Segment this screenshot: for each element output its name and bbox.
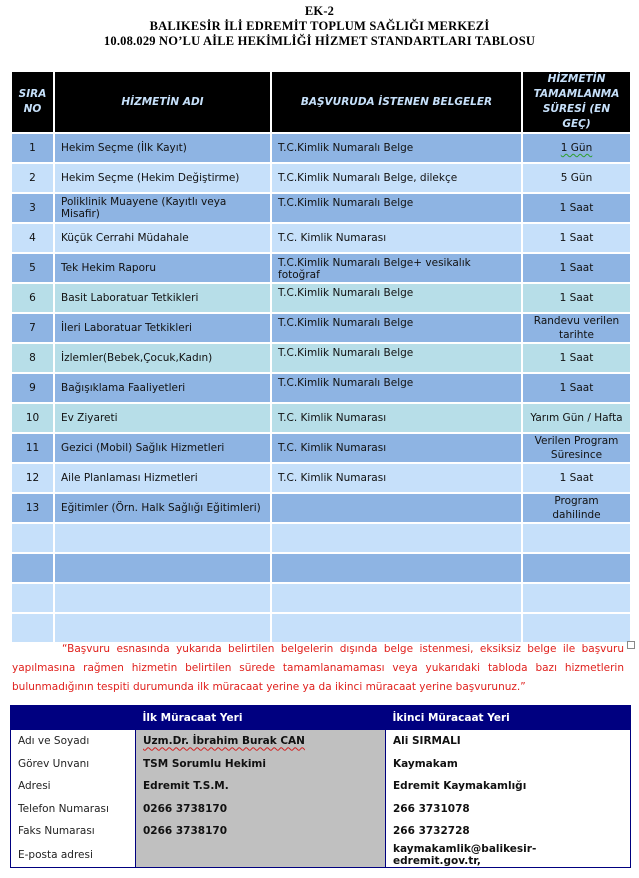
required-documents: T.C.Kimlik Numaralı Belge <box>271 373 522 403</box>
service-name: Eğitimler (Örn. Halk Sağlığı Eğitimleri) <box>54 493 271 523</box>
required-documents: T.C.Kimlik Numaralı Belge, dilekçe <box>271 163 522 193</box>
row-number: 13 <box>11 493 54 523</box>
service-name: İleri Laboratuar Tetkikleri <box>54 313 271 343</box>
contact-header-row <box>11 706 631 731</box>
completion-time: 1 Saat <box>522 253 631 283</box>
empty-table-row <box>11 583 631 613</box>
title-line-institution: BALIKESİR İLİ EDREMİT TOPLUM SAĞLIĞI MERKEZİ <box>149 19 490 33</box>
service-name: Basit Laboratuar Tetkikleri <box>54 283 271 313</box>
contact-header-first: İlk Müracaat Yeri <box>136 706 386 731</box>
row-number: 10 <box>11 403 54 433</box>
required-documents: T.C. Kimlik Numarası <box>271 463 522 493</box>
row-number: 3 <box>11 193 54 223</box>
row-number: 8 <box>11 343 54 373</box>
table-row <box>11 193 631 223</box>
contact-row-fax <box>11 820 631 843</box>
contact-label: Adı ve Soyadı <box>18 735 90 748</box>
required-documents: T.C. Kimlik Numarası <box>271 433 522 463</box>
contact-row-email <box>11 843 631 868</box>
required-documents: T.C.Kimlik Numaralı Belge <box>271 133 522 163</box>
service-name: Poliklinik Muayene (Kayıtlı veya Misafir) <box>54 193 271 223</box>
completion-time: 1 Saat <box>522 463 631 493</box>
second-contact-value: Edremit Kaymakamlığı <box>393 780 527 793</box>
row-number: 4 <box>11 223 54 253</box>
table-row <box>11 403 631 433</box>
table-row <box>11 373 631 403</box>
completion-time: 1 Saat <box>522 373 631 403</box>
table-row <box>11 343 631 373</box>
title-line-table-name: 10.08.029 NO’LU AİLE HEKİMLİĞİ HİZMET STANDARTLARI TABLOSU <box>103 34 536 48</box>
completion-time: Yarım Gün / Hafta <box>522 403 631 433</box>
contact-row-title <box>11 753 631 776</box>
contact-label: Faks Numarası <box>18 825 95 838</box>
required-documents: T.C.Kimlik Numaralı Belge <box>271 193 522 223</box>
second-contact-value: 266 3731078 <box>393 802 470 815</box>
required-documents: T.C.Kimlik Numaralı Belge+ vesikalık fotoğraf <box>271 253 522 283</box>
required-documents: T.C. Kimlik Numarası <box>271 223 522 253</box>
completion-time: 1 Saat <box>522 283 631 313</box>
first-contact-value: Edremit T.S.M. <box>136 775 386 798</box>
empty-table-row <box>11 553 631 583</box>
contact-row-name <box>11 730 631 753</box>
required-documents: T.C.Kimlik Numaralı Belge <box>271 283 522 313</box>
contact-label: Görev Unvanı <box>18 757 90 770</box>
row-number: 7 <box>11 313 54 343</box>
contact-row-address <box>11 775 631 798</box>
table-row <box>11 133 631 163</box>
service-name: Bağışıklama Faaliyetleri <box>54 373 271 403</box>
service-name: Hekim Seçme (Hekim Değiştirme) <box>54 163 271 193</box>
header-service-name: HİZMETİN ADI <box>54 71 271 133</box>
first-contact-value: TSM Sorumlu Hekimi <box>136 753 386 776</box>
completion-time: Randevu verilen tarihte <box>522 313 631 343</box>
table-row <box>11 163 631 193</box>
empty-table-row <box>11 523 631 553</box>
row-number: 12 <box>11 463 54 493</box>
contact-header-second: İkinci Müracaat Yeri <box>386 706 631 731</box>
row-number: 9 <box>11 373 54 403</box>
required-documents: T.C.Kimlik Numaralı Belge <box>271 313 522 343</box>
completion-time: 1 Saat <box>522 223 631 253</box>
header-sira-no: SIRA NO <box>11 71 54 133</box>
completion-time: Program dahilinde <box>522 493 631 523</box>
row-number: 6 <box>11 283 54 313</box>
second-contact-value: 266 3732728 <box>393 825 470 838</box>
second-contact-email[interactable]: kaymakamlik@balikesir-edremit.gov.tr, <box>393 842 537 867</box>
table-row <box>11 313 631 343</box>
second-contact-value: Ali SIRMALI <box>393 735 461 748</box>
title-line-annex: EK-2 <box>304 4 335 18</box>
empty-table-row <box>11 613 631 643</box>
completion-time: 5 Gün <box>522 163 631 193</box>
service-name: Gezici (Mobil) Sağlık Hizmetleri <box>54 433 271 463</box>
table-row <box>11 493 631 523</box>
document-title <box>0 4 639 49</box>
contact-label: Adresi <box>18 780 51 793</box>
contact-table <box>10 705 631 868</box>
notice-text: “Başvuru esnasında yukarıda belirtilen belgelerin dışında belge istenmesi, eksiksiz belge ile başvuru yapılmasına rağmen hizmetin belirtilen sürede tamamlanamaması veya yukarıdaki tabloda bazı hizmetlerin bulunmadığının tespiti durumunda ilk müracaat yerine ya da ikinci müracaat yerine başvurunuz.” <box>12 643 624 693</box>
service-name: Küçük Cerrahi Müdahale <box>54 223 271 253</box>
first-contact-value: Uzm.Dr. İbrahim Burak CAN <box>136 730 386 753</box>
completion-time: Verilen Program Süresince <box>522 433 631 463</box>
row-number: 1 <box>11 133 54 163</box>
service-name: Ev Ziyareti <box>54 403 271 433</box>
table-row <box>11 223 631 253</box>
service-name: Aile Planlaması Hizmetleri <box>54 463 271 493</box>
row-number: 2 <box>11 163 54 193</box>
first-contact-value <box>136 843 386 868</box>
table-row <box>11 463 631 493</box>
header-duration: HİZMETİN TAMAMLANMA SÜRESİ (EN GEÇ) <box>522 71 631 133</box>
contact-header-label <box>11 706 136 731</box>
service-name: İzlemler(Bebek,Çocuk,Kadın) <box>54 343 271 373</box>
table-row <box>11 433 631 463</box>
service-name: Tek Hekim Raporu <box>54 253 271 283</box>
completion-time: 1 Saat <box>522 193 631 223</box>
header-documents: BAŞVURUDA İSTENEN BELGELER <box>271 71 522 133</box>
completion-time: 1 Saat <box>522 343 631 373</box>
service-name: Hekim Seçme (İlk Kayıt) <box>54 133 271 163</box>
row-number: 11 <box>11 433 54 463</box>
completion-time: 1 Gün <box>522 133 631 163</box>
required-documents <box>271 493 522 523</box>
required-documents: T.C.Kimlik Numaralı Belge <box>271 343 522 373</box>
required-documents: T.C. Kimlik Numarası <box>271 403 522 433</box>
contact-label: Telefon Numarası <box>18 802 109 815</box>
first-contact-value: 0266 3738170 <box>136 798 386 821</box>
contact-label: E-posta adresi <box>18 848 93 861</box>
service-standards-table <box>10 70 632 644</box>
first-contact-value: 0266 3738170 <box>136 820 386 843</box>
text-anchor-marker <box>627 641 635 649</box>
second-contact-value: Kaymakam <box>393 757 458 770</box>
contact-row-phone <box>11 798 631 821</box>
table-row <box>11 253 631 283</box>
table-header-row <box>11 71 631 133</box>
table-row <box>11 283 631 313</box>
row-number: 5 <box>11 253 54 283</box>
